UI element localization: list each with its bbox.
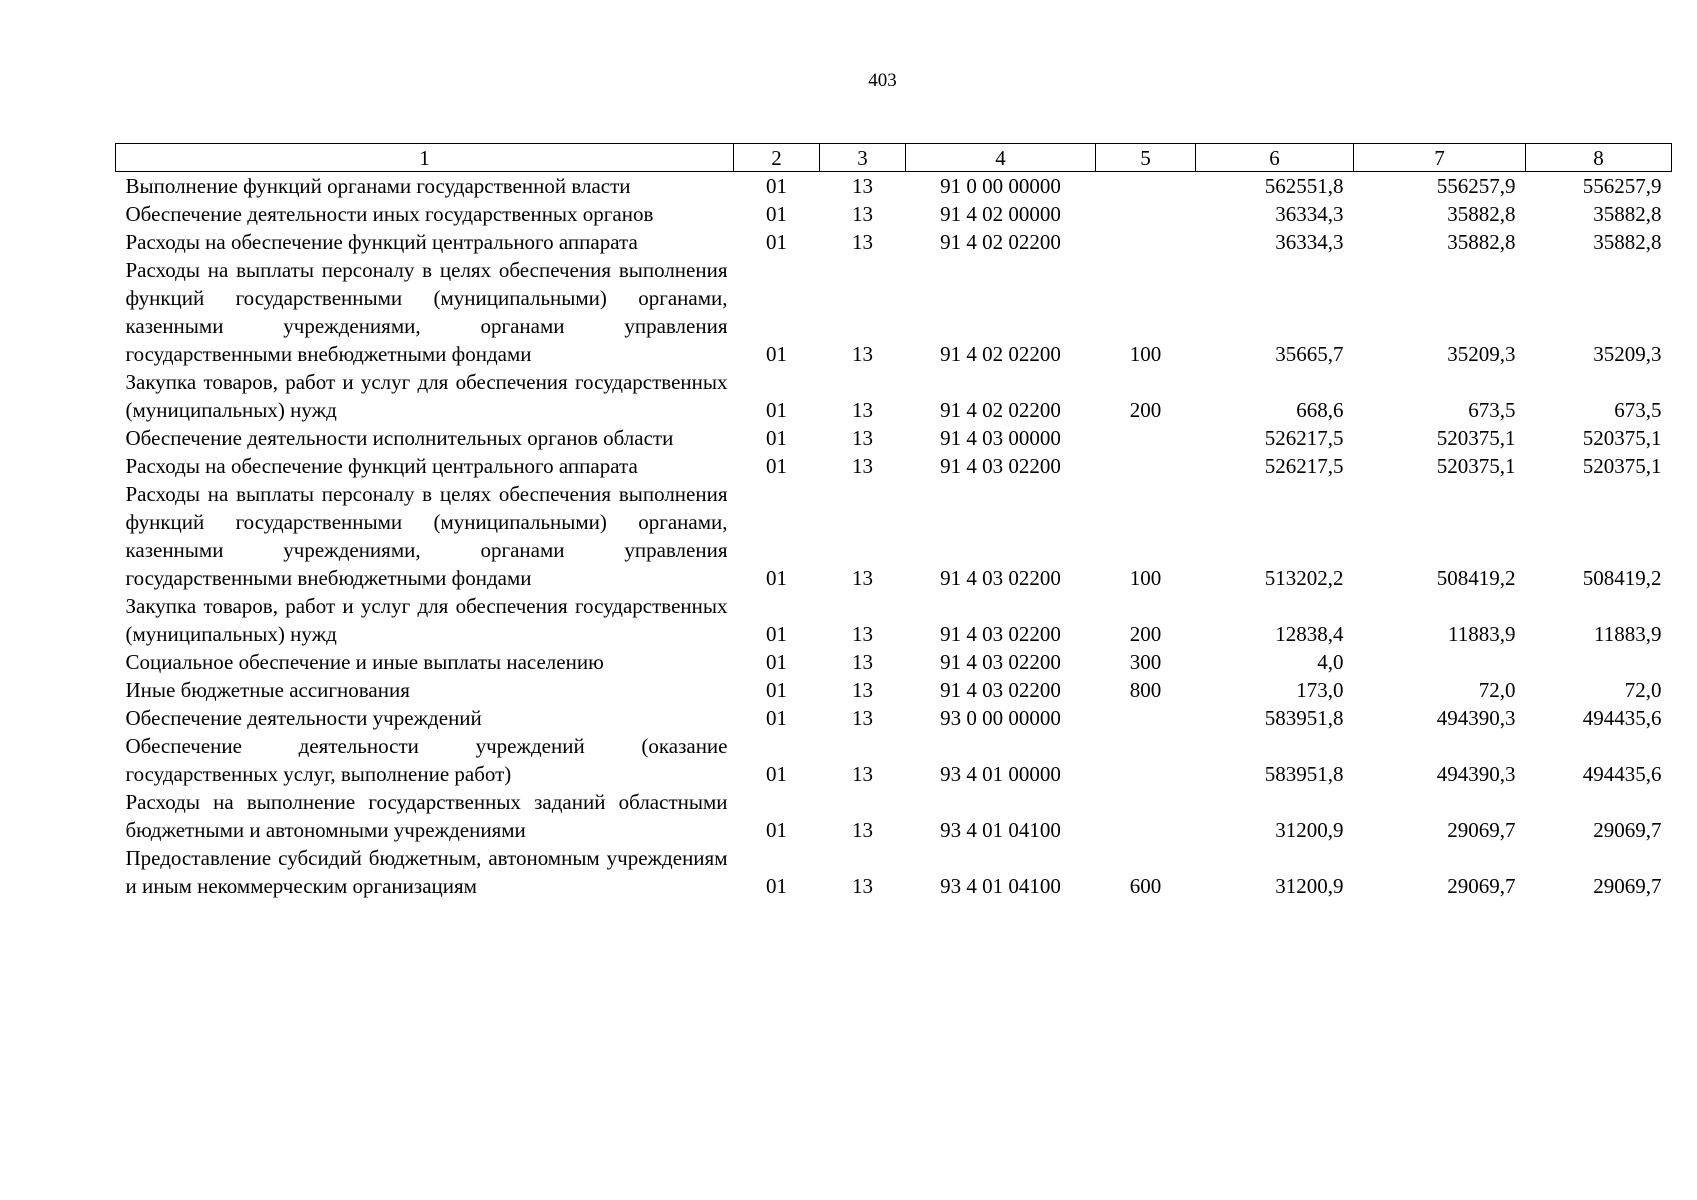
amount-cell: 35209,3 [1447, 342, 1516, 366]
expense-type-cell: 100 [1129, 342, 1162, 366]
subsection-code-cell: 13 [852, 230, 873, 254]
column-header: 7 [1354, 144, 1526, 172]
amount-cell: 31200,9 [1275, 818, 1344, 842]
amount-cell: 556257,9 [1436, 174, 1516, 198]
target-article-cell: 91 4 03 02200 [940, 622, 1061, 646]
table-row [116, 368, 1672, 424]
section-code-cell: 01 [766, 398, 787, 422]
expense-type-cell [1096, 452, 1196, 480]
amount-cell: 11883,9 [1448, 622, 1516, 646]
target-article-cell: 91 4 03 00000 [940, 426, 1061, 450]
expense-type-cell [1096, 228, 1196, 256]
subsection-code-cell: 13 [852, 706, 873, 730]
expense-name-cell: Закупка товаров, работ и услуг для обеспечения государственных (муниципальных) нужд [125, 370, 728, 422]
amount-cell: 4,0 [1317, 650, 1344, 674]
expense-type-cell: 200 [1129, 622, 1162, 646]
expense-type-cell: 200 [1129, 398, 1162, 422]
amount-cell: 35882,8 [1593, 202, 1662, 226]
subsection-code-cell: 13 [852, 426, 873, 450]
expense-name-cell: Обеспечение деятельности учреждений (оказание государственных услуг, выполнение работ) [125, 734, 728, 786]
table-row [116, 480, 1672, 592]
section-code-cell: 01 [766, 874, 787, 898]
amount-cell: 72,0 [1624, 678, 1662, 702]
target-article-cell: 91 4 02 02200 [940, 342, 1061, 366]
amount-cell: 494435,6 [1582, 706, 1662, 730]
amount-cell: 583951,8 [1264, 762, 1344, 786]
section-code-cell: 01 [766, 174, 787, 198]
section-code-cell: 01 [766, 230, 787, 254]
expense-type-cell [1096, 172, 1196, 201]
column-number-row [116, 144, 1672, 172]
amount-cell: 673,5 [1614, 398, 1662, 422]
table-row [116, 844, 1672, 900]
target-article-cell: 91 0 00 00000 [940, 174, 1061, 198]
amount-cell: 520375,1 [1436, 426, 1516, 450]
table-row [116, 172, 1672, 201]
expense-name-cell: Обеспечение деятельности учреждений [125, 706, 482, 730]
amount-cell: 35882,8 [1593, 230, 1662, 254]
subsection-code-cell: 13 [852, 566, 873, 590]
amount-cell: 31200,9 [1275, 874, 1344, 898]
target-article-cell: 93 0 00 00000 [940, 706, 1061, 730]
amount-cell: 494390,3 [1436, 706, 1516, 730]
expense-name-cell: Расходы на выполнение государственных заданий областными бюджетными и автономными учреждениями [125, 790, 728, 842]
expense-name-cell: Обеспечение деятельности иных государственных органов [125, 202, 654, 226]
table-row [116, 732, 1672, 788]
subsection-code-cell: 13 [852, 762, 873, 786]
amount-cell: 12838,4 [1275, 622, 1344, 646]
amount-cell: 29069,7 [1447, 874, 1516, 898]
amount-cell: 673,5 [1468, 398, 1516, 422]
target-article-cell: 91 4 03 02200 [940, 454, 1061, 478]
amount-cell: 583951,8 [1264, 706, 1344, 730]
section-code-cell: 01 [766, 706, 787, 730]
expense-type-cell [1096, 200, 1196, 228]
expense-type-cell: 300 [1129, 650, 1162, 674]
expense-name-cell: Закупка товаров, работ и услуг для обеспечения государственных (муниципальных) нужд [125, 594, 728, 646]
expense-name-cell: Расходы на обеспечение функций центрального аппарата [125, 230, 638, 254]
subsection-code-cell: 13 [852, 174, 873, 198]
amount-cell: 36334,3 [1275, 230, 1344, 254]
table-row [116, 256, 1672, 368]
column-header: 6 [1196, 144, 1354, 172]
expense-name-cell: Иные бюджетные ассигнования [125, 678, 410, 702]
target-article-cell: 93 4 01 04100 [940, 818, 1061, 842]
expense-name-cell: Расходы на выплаты персоналу в целях обеспечения выполнения функций государственными (муниципальными) органами, казенными учреждениями, органами управления государственными внебюджетными фондами [125, 258, 728, 366]
amount-cell: 36334,3 [1275, 202, 1344, 226]
column-header: 4 [906, 144, 1096, 172]
expense-type-cell [1096, 732, 1196, 788]
amount-cell [1526, 648, 1672, 676]
subsection-code-cell: 13 [852, 678, 873, 702]
amount-cell: 520375,1 [1582, 454, 1662, 478]
section-code-cell: 01 [766, 650, 787, 674]
subsection-code-cell: 13 [852, 622, 873, 646]
subsection-code-cell: 13 [852, 874, 873, 898]
amount-cell: 35665,7 [1275, 342, 1344, 366]
subsection-code-cell: 13 [852, 818, 873, 842]
column-header: 5 [1096, 144, 1196, 172]
amount-cell: 11883,9 [1594, 622, 1662, 646]
table-row [116, 788, 1672, 844]
table-row [116, 704, 1672, 732]
table-row [116, 676, 1672, 704]
table-row [116, 452, 1672, 480]
section-code-cell: 01 [766, 426, 787, 450]
amount-cell: 520375,1 [1436, 454, 1516, 478]
amount-cell: 556257,9 [1582, 174, 1662, 198]
amount-cell: 35882,8 [1447, 202, 1516, 226]
expense-type-cell [1096, 704, 1196, 732]
expense-type-cell [1096, 424, 1196, 452]
amount-cell: 29069,7 [1593, 874, 1662, 898]
amount-cell: 29069,7 [1593, 818, 1662, 842]
subsection-code-cell: 13 [852, 398, 873, 422]
expense-name-cell: Расходы на выплаты персоналу в целях обеспечения выполнения функций государственными (муниципальными) органами, казенными учреждениями, органами управления государственными внебюджетными фондами [125, 482, 728, 590]
target-article-cell: 91 4 03 02200 [940, 650, 1061, 674]
table-row [116, 228, 1672, 256]
expense-type-cell: 600 [1129, 874, 1162, 898]
section-code-cell: 01 [766, 818, 787, 842]
section-code-cell: 01 [766, 454, 787, 478]
amount-cell: 508419,2 [1436, 566, 1516, 590]
target-article-cell: 91 4 02 02200 [940, 230, 1061, 254]
expense-name-cell: Выполнение функций органами государственной власти [125, 174, 631, 198]
amount-cell: 520375,1 [1582, 426, 1662, 450]
expense-type-cell: 800 [1129, 678, 1162, 702]
expense-name-cell: Социальное обеспечение и иные выплаты населению [125, 650, 604, 674]
subsection-code-cell: 13 [852, 202, 873, 226]
table-body [116, 172, 1672, 901]
amount-cell: 526217,5 [1264, 454, 1344, 478]
expense-name-cell: Обеспечение деятельности исполнительных органов области [125, 426, 674, 450]
expense-name-cell: Предоставление субсидий бюджетным, автономным учреждениям и иным некоммерческим организациям [125, 846, 728, 898]
target-article-cell: 91 4 02 02200 [940, 398, 1061, 422]
amount-cell: 562551,8 [1264, 174, 1344, 198]
section-code-cell: 01 [766, 762, 787, 786]
amount-cell: 173,0 [1296, 678, 1344, 702]
amount-cell: 35882,8 [1447, 230, 1516, 254]
table-row [116, 424, 1672, 452]
amount-cell: 35209,3 [1593, 342, 1662, 366]
column-header: 3 [820, 144, 906, 172]
expense-type-cell [1096, 788, 1196, 844]
section-code-cell: 01 [766, 678, 787, 702]
amount-cell: 494435,6 [1582, 762, 1662, 786]
subsection-code-cell: 13 [852, 454, 873, 478]
amount-cell: 29069,7 [1447, 818, 1516, 842]
subsection-code-cell: 13 [852, 342, 873, 366]
target-article-cell: 91 4 03 02200 [940, 678, 1061, 702]
budget-table [115, 143, 1672, 900]
expense-type-cell: 100 [1129, 566, 1162, 590]
amount-cell: 72,0 [1478, 678, 1516, 702]
amount-cell: 668,6 [1296, 398, 1344, 422]
table-row [116, 200, 1672, 228]
target-article-cell: 91 4 02 00000 [940, 202, 1061, 226]
page-number: 403 [868, 70, 897, 91]
amount-cell: 526217,5 [1264, 426, 1344, 450]
column-header: 8 [1526, 144, 1672, 172]
table-row [116, 592, 1672, 648]
section-code-cell: 01 [766, 566, 787, 590]
amount-cell: 508419,2 [1582, 566, 1662, 590]
column-header: 1 [116, 144, 734, 172]
amount-cell [1354, 648, 1526, 676]
amount-cell: 494390,3 [1436, 762, 1516, 786]
target-article-cell: 93 4 01 00000 [940, 762, 1061, 786]
section-code-cell: 01 [766, 622, 787, 646]
target-article-cell: 93 4 01 04100 [940, 874, 1061, 898]
section-code-cell: 01 [766, 342, 787, 366]
table-row [116, 648, 1672, 676]
target-article-cell: 91 4 03 02200 [940, 566, 1061, 590]
column-header: 2 [734, 144, 820, 172]
amount-cell: 513202,2 [1264, 566, 1344, 590]
section-code-cell: 01 [766, 202, 787, 226]
expense-name-cell: Расходы на обеспечение функций центрального аппарата [125, 454, 638, 478]
subsection-code-cell: 13 [852, 650, 873, 674]
